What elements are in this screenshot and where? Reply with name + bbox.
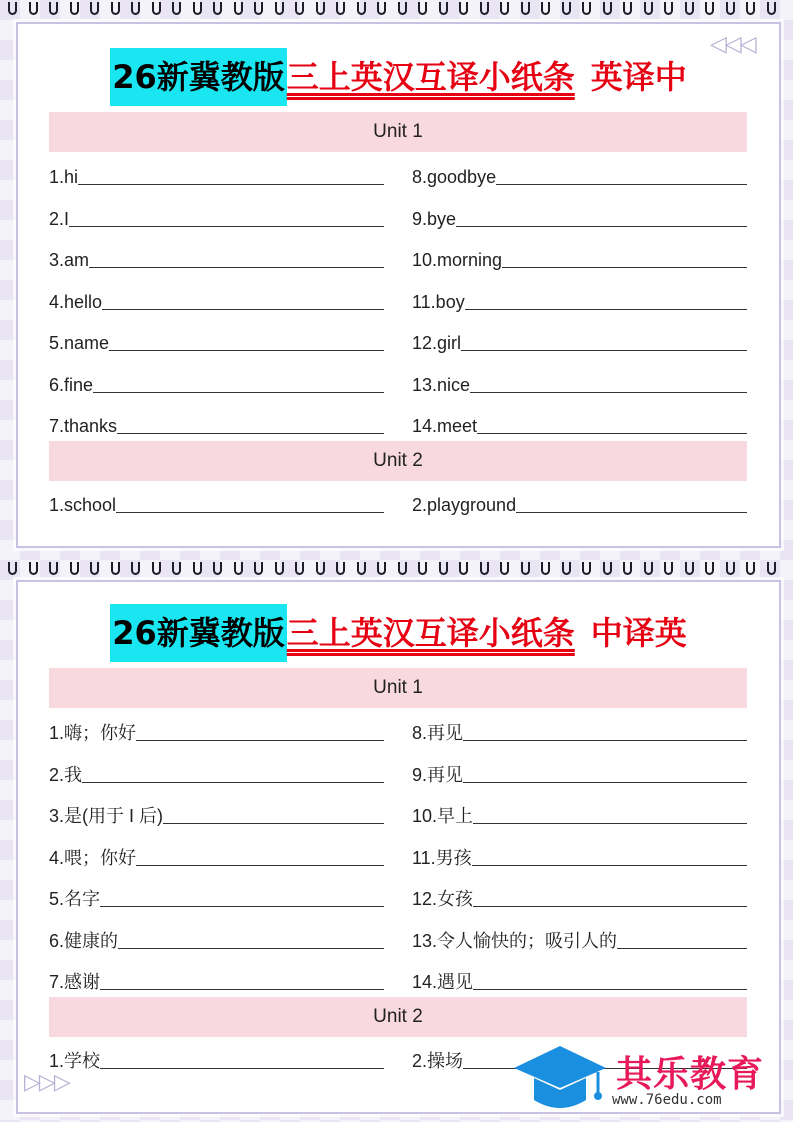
vocab-prompt: 14.meet [412, 416, 478, 436]
binder-ring-icon [131, 2, 140, 15]
binder-ring-icon [152, 562, 161, 575]
vocab-prompt: 2.playground [412, 495, 517, 515]
answer-blank-line[interactable] [118, 948, 384, 949]
answer-blank-line[interactable] [477, 433, 747, 434]
binder-ring-icon [90, 562, 99, 575]
binder-ring-icon [213, 2, 222, 15]
answer-blank-line[interactable] [69, 226, 384, 227]
unit-header: Unit 1 [49, 668, 747, 708]
vocab-prompt: 14.遇见 [412, 972, 474, 992]
right-arrows-decoration-icon: ▷▷▷ [24, 1070, 69, 1095]
vocab-prompt: 7.thanks [49, 416, 118, 436]
answer-blank-line[interactable] [100, 1068, 384, 1069]
vocab-prompt: 1.嗨；你好 [49, 723, 137, 743]
vocab-prompt: 1.school [49, 495, 117, 515]
vocab-prompt: 2.操场 [412, 1051, 464, 1071]
vocab-item [412, 204, 747, 230]
binder-ring-icon [377, 562, 386, 575]
answer-blank-line[interactable] [502, 267, 747, 268]
answer-blank-line[interactable] [456, 226, 747, 227]
vocab-item [49, 843, 384, 869]
binder-ring-icon [295, 562, 304, 575]
binder-ring-icon [746, 2, 755, 15]
binder-ring-icon [562, 2, 571, 15]
binder-ring-icon [8, 2, 17, 15]
watermark-brand-name: 其乐教育 [616, 1054, 765, 1095]
binder-ring-icon [562, 562, 571, 575]
binder-ring-icon [357, 2, 366, 15]
binder-ring-icon [357, 562, 366, 575]
vocab-prompt: 12.girl [412, 333, 462, 353]
binder-ring-icon [29, 2, 38, 15]
title-main: 三上英汉互译小纸条 [286, 58, 575, 96]
watermark-logo [512, 1042, 784, 1114]
vocab-item [412, 287, 747, 313]
vocab-item [412, 967, 747, 993]
unit-header: Unit 1 [49, 112, 747, 152]
binder-ring-icon [603, 2, 612, 15]
vocab-item [412, 370, 747, 396]
answer-blank-line[interactable] [136, 865, 384, 866]
binder-ring-icon [480, 2, 489, 15]
answer-blank-line[interactable] [496, 184, 747, 185]
vocab-prompt: 3.am [49, 250, 90, 270]
title-main: 三上英汉互译小纸条 [286, 614, 575, 652]
answer-blank-line[interactable] [516, 512, 747, 513]
binder-ring-icon [726, 2, 735, 15]
worksheet-title [18, 604, 779, 662]
binder-ring-icon [439, 2, 448, 15]
worksheet-title [18, 48, 779, 106]
title-mode: 中译英 [590, 614, 687, 652]
binder-ring-icon [500, 562, 509, 575]
vocab-item [49, 967, 384, 993]
answer-blank-line[interactable] [78, 184, 384, 185]
vocab-item [412, 926, 747, 952]
vocab-item [412, 328, 747, 354]
vocab-prompt: 7.感谢 [49, 972, 101, 992]
answer-blank-line[interactable] [89, 267, 384, 268]
binder-ring-icon [316, 2, 325, 15]
vocab-prompt: 13.nice [412, 374, 471, 395]
vocab-prompt: 6.健康的 [49, 930, 119, 951]
binder-ring-icon [480, 562, 489, 575]
vocab-item [49, 490, 384, 516]
vocab-item [49, 328, 384, 354]
binder-ring-icon [685, 562, 694, 575]
vocab-item [412, 884, 747, 910]
vocab-prompt: 2.我 [49, 764, 83, 785]
vocab-item [412, 245, 747, 271]
answer-blank-line[interactable] [102, 309, 384, 310]
vocab-prompt: 8.再见 [412, 723, 464, 743]
answer-blank-line[interactable] [463, 740, 747, 741]
graduation-cap-icon [512, 1042, 608, 1114]
answer-blank-line[interactable] [472, 865, 747, 866]
binder-ring-icon [398, 2, 407, 15]
vocab-prompt: 5.名字 [49, 889, 101, 909]
answer-blank-line[interactable] [473, 906, 747, 907]
binder-ring-icon [459, 2, 468, 15]
worksheet-en-to-zh [16, 22, 781, 548]
binder-ring-icon [90, 2, 99, 15]
binder-ring-icon [70, 2, 79, 15]
binder-ring-icon [377, 2, 386, 15]
binder-ring-icon [172, 562, 181, 575]
binder-ring-icon [152, 2, 161, 15]
answer-blank-line[interactable] [136, 740, 384, 741]
vocab-item [412, 801, 747, 827]
answer-blank-line[interactable] [617, 948, 747, 949]
vocab-prompt: 4.hello [49, 291, 103, 312]
answer-blank-line[interactable] [116, 512, 384, 513]
binder-ring-icon [459, 562, 468, 575]
binder-ring-icon [705, 562, 714, 575]
vocab-prompt: 8.goodbye [412, 167, 497, 187]
binder-ring-icon [685, 2, 694, 15]
vocab-prompt: 10.早上 [412, 806, 474, 826]
binder-ring-icon [644, 562, 653, 575]
title-brand: 26新冀教版 [110, 48, 287, 106]
title-brand: 26新冀教版 [110, 604, 287, 662]
binder-ring-icon [275, 2, 284, 15]
vocab-item [49, 801, 384, 827]
answer-blank-line[interactable] [163, 823, 384, 824]
vocab-prompt: 9.再见 [412, 764, 464, 785]
binder-ring-icon [398, 562, 407, 575]
vocab-item [49, 884, 384, 910]
vocab-item [49, 245, 384, 271]
vocab-prompt: 11.boy [412, 291, 465, 312]
answer-blank-line[interactable] [473, 823, 747, 824]
answer-blank-line[interactable] [470, 392, 747, 393]
binder-ring-icon [439, 562, 448, 575]
binder-ring-icon [767, 2, 776, 15]
vocab-prompt: 10.morning [412, 250, 503, 270]
vocab-item [49, 760, 384, 786]
vocab-item [49, 162, 384, 188]
watermark-url: www.76edu.com [612, 1092, 722, 1108]
binder-ring-icon [767, 562, 776, 575]
vocab-item [412, 162, 747, 188]
vocab-item [412, 843, 747, 869]
vocab-prompt: 9.bye [412, 208, 457, 229]
binder-ring-icon [746, 562, 755, 575]
binder-ring-icon [623, 562, 632, 575]
vocab-item [49, 287, 384, 313]
binder-ring-icon [418, 562, 427, 575]
vocab-prompt: 2.I [49, 208, 70, 229]
binder-rings-top [0, 0, 793, 22]
binder-ring-icon [623, 2, 632, 15]
binder-ring-icon [582, 562, 591, 575]
binder-ring-icon [193, 562, 202, 575]
binder-ring-icon [234, 562, 243, 575]
binder-ring-icon [726, 562, 735, 575]
vocab-prompt: 1.学校 [49, 1051, 101, 1071]
unit-header: Unit 2 [49, 997, 747, 1037]
binder-ring-icon [582, 2, 591, 15]
vocab-item [49, 1046, 384, 1072]
binder-ring-icon [664, 2, 673, 15]
binder-ring-icon [541, 2, 550, 15]
binder-ring-icon [295, 2, 304, 15]
left-arrows-decoration-icon: ◁◁◁ [710, 32, 755, 57]
binder-ring-icon [316, 562, 325, 575]
vocab-item [49, 370, 384, 396]
binder-ring-icon [111, 562, 120, 575]
vocab-item [49, 718, 384, 744]
binder-ring-icon [521, 562, 530, 575]
binder-ring-icon [213, 562, 222, 575]
binder-ring-icon [336, 2, 345, 15]
binder-ring-icon [172, 2, 181, 15]
binder-ring-icon [254, 2, 263, 15]
vocab-item [412, 411, 747, 437]
vocab-prompt: 4.喂；你好 [49, 847, 137, 868]
vocab-prompt: 11.男孩 [412, 847, 472, 868]
vocab-item [412, 718, 747, 744]
answer-blank-line[interactable] [82, 782, 384, 783]
answer-blank-line[interactable] [463, 782, 747, 783]
binder-ring-icon [603, 562, 612, 575]
binder-ring-icon [254, 562, 263, 575]
binder-ring-icon [418, 2, 427, 15]
binder-ring-icon [644, 2, 653, 15]
binder-ring-icon [49, 2, 58, 15]
answer-blank-line[interactable] [473, 989, 747, 990]
vocab-item [412, 490, 747, 516]
vocab-item [49, 204, 384, 230]
binder-ring-icon [664, 562, 673, 575]
binder-ring-icon [49, 562, 58, 575]
binder-rings-middle [0, 560, 793, 582]
binder-ring-icon [705, 2, 714, 15]
vocab-item [412, 760, 747, 786]
binder-ring-icon [336, 562, 345, 575]
title-mode: 英译中 [590, 58, 687, 96]
vocab-prompt: 1.hi [49, 167, 79, 187]
binder-ring-icon [111, 2, 120, 15]
binder-ring-icon [541, 562, 550, 575]
binder-ring-icon [521, 2, 530, 15]
binder-ring-icon [29, 562, 38, 575]
answer-blank-line[interactable] [461, 350, 747, 351]
unit-header: Unit 2 [49, 441, 747, 481]
binder-ring-icon [131, 562, 140, 575]
binder-ring-icon [234, 2, 243, 15]
vocab-prompt: 12.女孩 [412, 889, 474, 909]
worksheet-zh-to-en [16, 580, 781, 1114]
binder-ring-icon [193, 2, 202, 15]
vocab-prompt: 13.令人愉快的；吸引人的 [412, 930, 618, 951]
vocab-item [49, 926, 384, 952]
vocab-prompt: 3.是(用于 I 后) [49, 806, 164, 826]
answer-blank-line[interactable] [465, 309, 747, 310]
answer-blank-line[interactable] [93, 392, 384, 393]
binder-ring-icon [70, 562, 79, 575]
answer-blank-line[interactable] [100, 989, 384, 990]
vocab-prompt: 5.name [49, 333, 110, 353]
answer-blank-line[interactable] [117, 433, 384, 434]
answer-blank-line[interactable] [100, 906, 384, 907]
vocab-prompt: 6.fine [49, 374, 94, 395]
binder-ring-icon [500, 2, 509, 15]
vocab-item [49, 411, 384, 437]
binder-ring-icon [8, 562, 17, 575]
binder-ring-icon [275, 562, 284, 575]
answer-blank-line[interactable] [109, 350, 384, 351]
